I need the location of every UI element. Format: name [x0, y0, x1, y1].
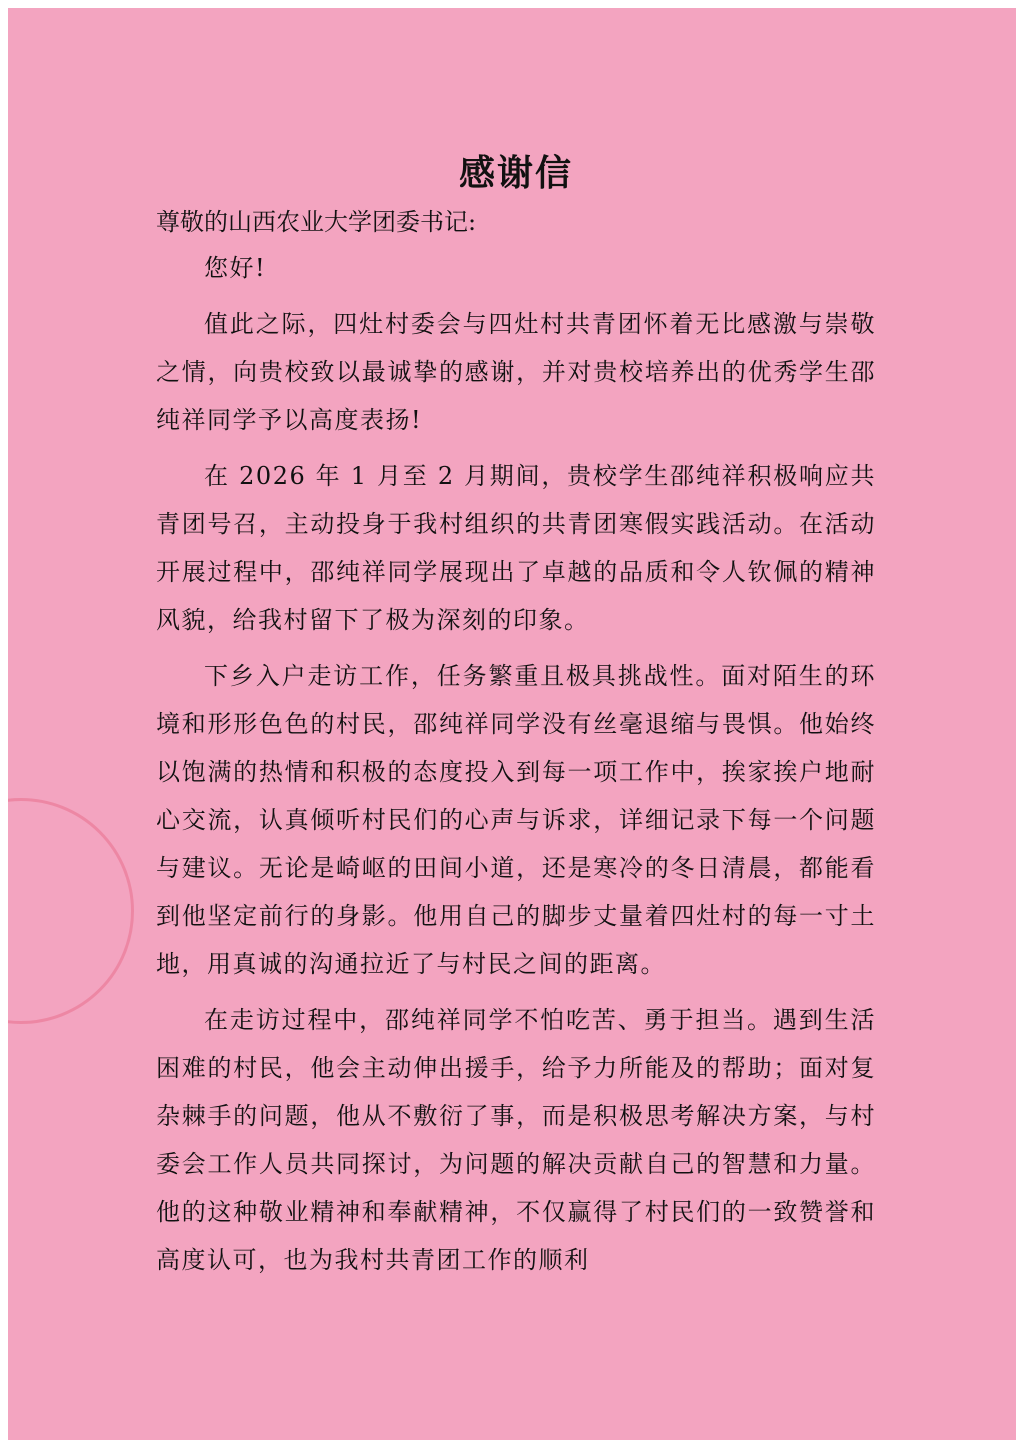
paragraph-2: 在 2026 年 1 月至 2 月期间，贵校学生邵纯祥积极响应共青团号召，主动投身于我村组织的共青团寒假实践活动。在活动开展过程中，邵纯祥同学展现出了卓越的品质和令人钦佩的精神风貌，给我村留下了极为深刻的印象。 — [156, 462, 876, 634]
letter-body — [156, 146, 876, 1292]
paragraph-1: 值此之际，四灶村委会与四灶村共青团怀着无比感激与崇敬之情，向贵校致以最诚挚的感谢，并对贵校培养出的优秀学生邵纯祥同学予以高度表扬! — [156, 310, 876, 434]
salutation: 尊敬的山西农业大学团委书记: — [156, 208, 477, 236]
letter-page — [8, 8, 1016, 1440]
red-seal-stamp — [8, 798, 134, 1024]
paragraph-4: 在走访过程中，邵纯祥同学不怕吃苦、勇于担当。遇到生活困难的村民，他会主动伸出援手，给予力所能及的帮助；面对复杂棘手的问题，他从不敷衍了事，而是积极思考解决方案，与村委会工作人员共同探讨，为问题的解决贡献自己的智慧和力量。他的这种敬业精神和奉献精神，不仅赢得了村民们的一致赞誉和高度认可，也为我村共青团工作的顺利 — [156, 1006, 876, 1274]
paragraph-3: 下乡入户走访工作，任务繁重且极具挑战性。面对陌生的环境和形形色色的村民，邵纯祥同学没有丝毫退缩与畏惧。他始终以饱满的热情和积极的态度投入到每一项工作中，挨家挨户地耐心交流，认真倾听村民们的心声与诉求，详细记录下每一个问题与建议。无论是崎岖的田间小道，还是寒冷的冬日清晨，都能看到他坚定前行的身影。他用自己的脚步丈量着四灶村的每一寸土地，用真诚的沟通拉近了与村民之间的距离。 — [156, 662, 876, 978]
letter-title: 感谢信 — [458, 152, 573, 194]
greeting: 您好! — [204, 254, 267, 282]
